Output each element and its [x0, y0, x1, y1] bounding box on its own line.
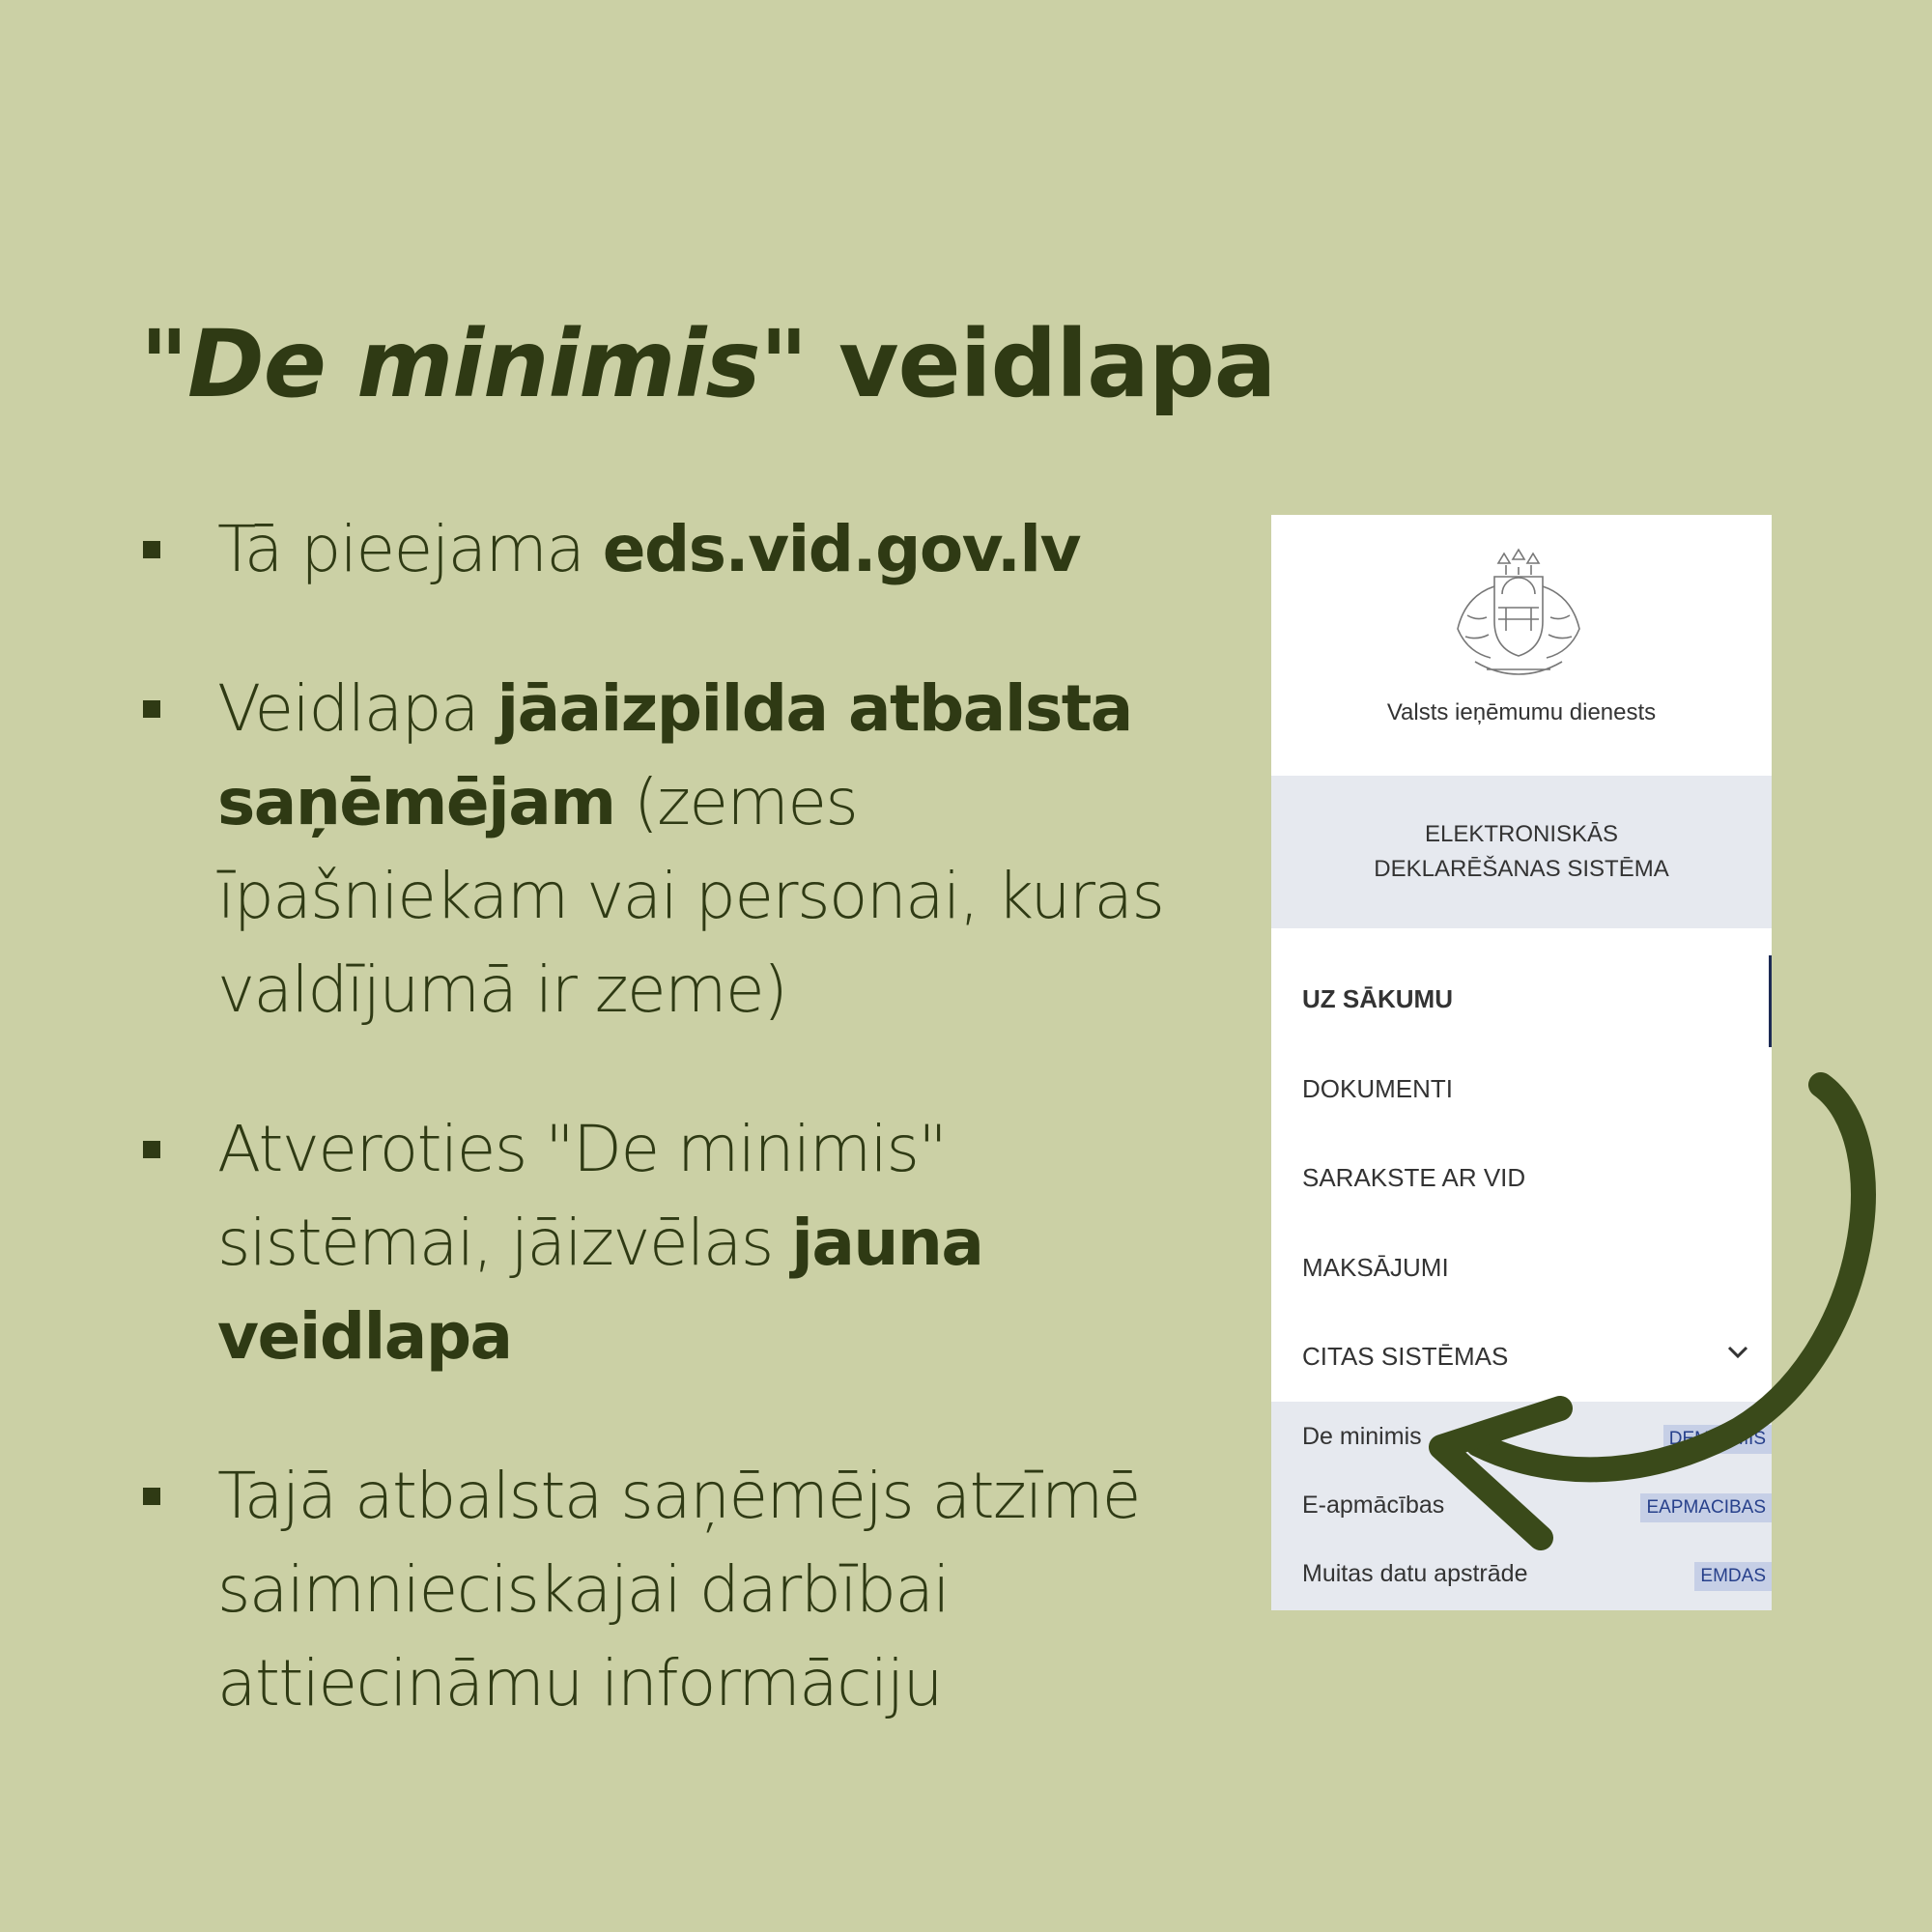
nav-item-payments[interactable]: MAKSĀJUMI — [1302, 1253, 1449, 1282]
bullet-bold-text: jāaizpilda atbalsta saņēmējam — [217, 671, 1132, 839]
bullet-text: (zemes īpašniekam vai personai, kuras valdījumā ir zeme) — [217, 765, 1164, 1027]
bullet-bold-text: eds.vid.gov.lv — [602, 512, 1081, 586]
system-title-line: DEKLARĒŠANAS SISTĒMA — [1374, 856, 1669, 882]
org-name: Valsts ieņēmumu dienests — [1386, 699, 1657, 725]
chevron-down-icon[interactable] — [1725, 1344, 1750, 1361]
nav-item-correspondence[interactable]: SARAKSTE AR VID — [1302, 1163, 1526, 1192]
bullet-item — [140, 502, 1174, 596]
nav-item-other-systems[interactable]: CITAS SISTĒMAS — [1302, 1342, 1509, 1371]
bullet-item — [140, 662, 1174, 1037]
title-italic: "De minimis" — [140, 310, 808, 418]
submenu-item-e-learning[interactable]: E-apmācības — [1302, 1492, 1445, 1519]
badge-eapmacibas: EAPMACIBAS — [1640, 1493, 1772, 1522]
bullet-text: Tajā atbalsta saņēmējs atzīmē saimnieciskajai darbībai attiecināmu informāciju — [217, 1459, 1140, 1720]
submenu-item-customs-data[interactable]: Muitas datu apstrāde — [1302, 1560, 1528, 1587]
system-title-line: ELEKTRONISKĀS — [1424, 821, 1619, 847]
submenu — [1271, 1402, 1772, 1610]
badge-deminimis: DEMINIMIS — [1663, 1425, 1772, 1454]
bullet-list — [140, 502, 1174, 1796]
eds-menu-screenshot — [1271, 515, 1772, 1610]
bullet-text: Veidlapa — [217, 671, 497, 746]
coat-of-arms-icon — [1448, 548, 1589, 693]
page-title — [140, 310, 1276, 418]
bullet-text: Tā pieejama — [217, 512, 603, 586]
submenu-item-de-minimis[interactable]: De minimis — [1302, 1423, 1422, 1450]
system-title — [1271, 776, 1772, 928]
nav-item-home[interactable]: UZ SĀKUMU — [1302, 984, 1453, 1013]
nav-item-documents[interactable]: DOKUMENTI — [1302, 1074, 1453, 1103]
title-rest: veidlapa — [807, 310, 1276, 418]
bullet-item — [140, 1102, 1174, 1383]
bullet-bold-text: jauna veidlapa — [217, 1206, 983, 1374]
active-indicator — [1769, 955, 1772, 1047]
bullet-text: Atveroties "De minimis" sistēmai, jāizvēlas — [217, 1112, 947, 1280]
bullet-item — [140, 1449, 1174, 1730]
badge-emdas: EMDAS — [1694, 1562, 1772, 1591]
